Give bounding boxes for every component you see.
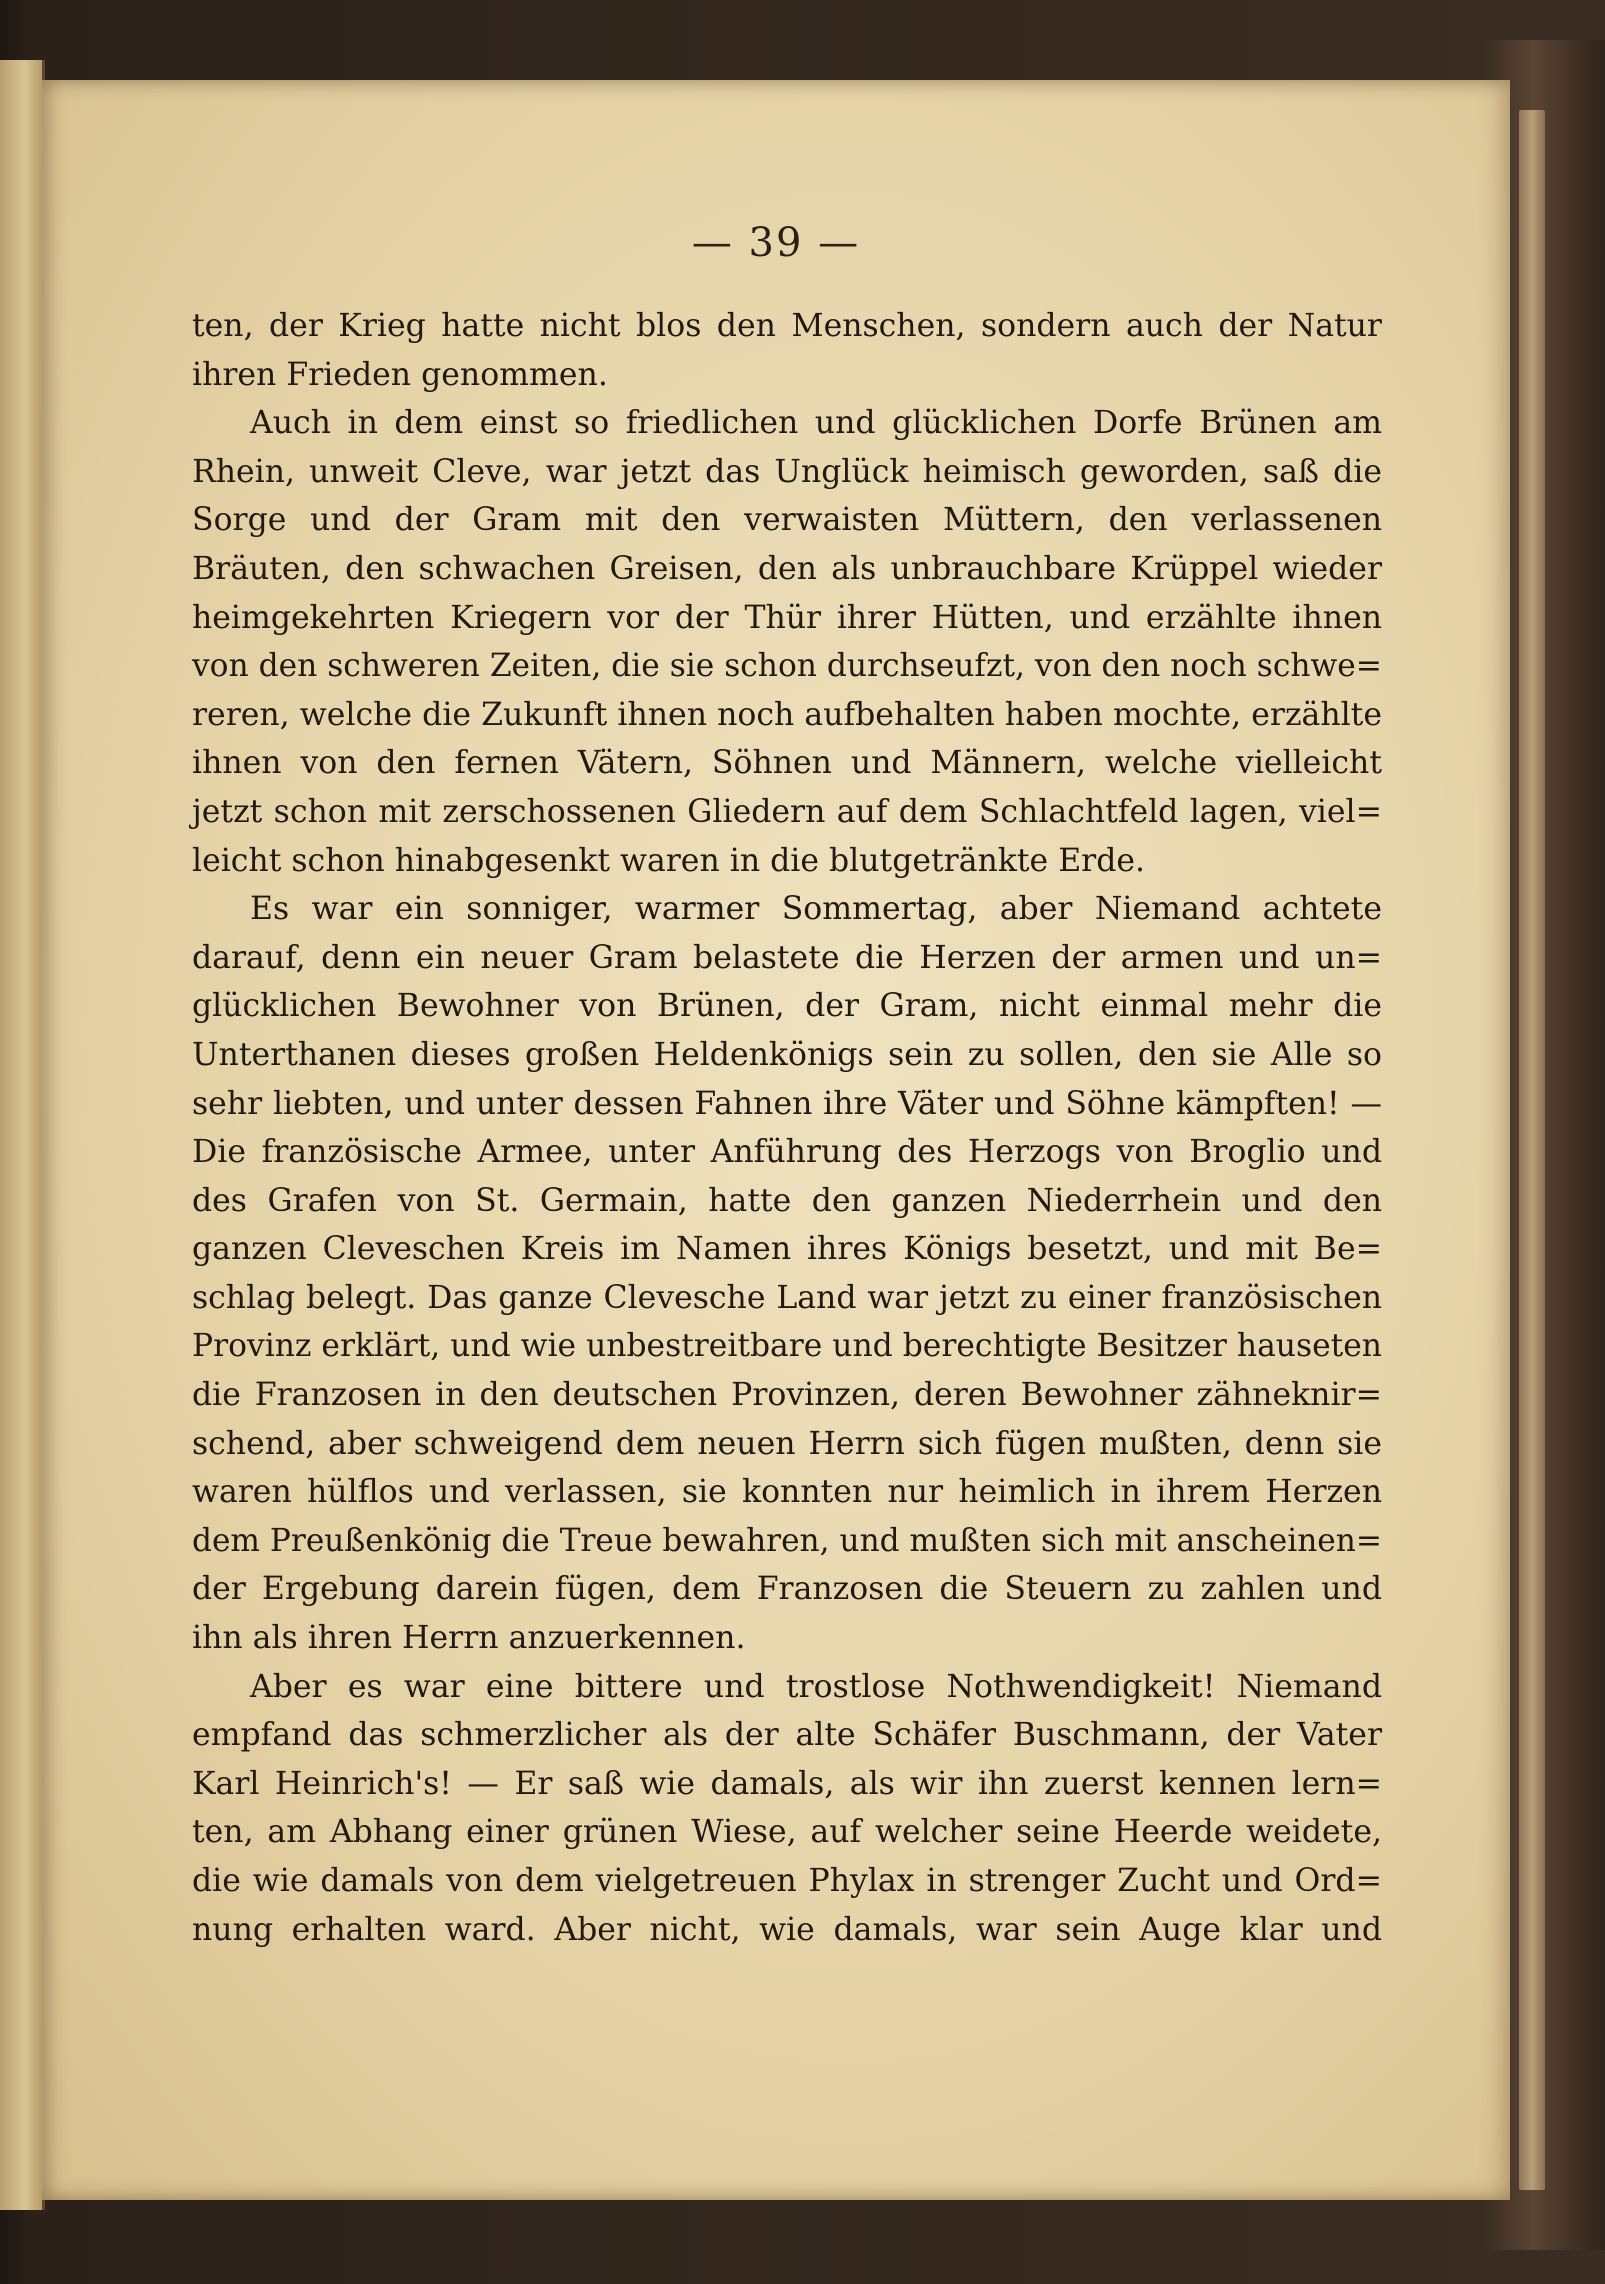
text-line: Unterthanen dieses großen Heldenkönigs sein zu sollen, den sie Alle so [192,1036,1382,1073]
text-line: empfand das schmerzlicher als der alte Schäfer Buschmann, der Vater [192,1717,1382,1754]
paragraph-start-line: Es war ein sonniger, warmer Sommertag, aber Niemand achtete [250,891,1382,928]
text-line: Die französische Armee, unter Anführung des Herzogs von Broglio und [192,1134,1382,1171]
text-line: jetzt schon mit zerschossenen Gliedern auf dem Schlachtfeld lagen, viel= [192,793,1382,830]
text-line: ten, der Krieg hatte nicht blos den Menschen, sondern auch der Natur [192,308,1382,344]
body-text [192,302,1382,1954]
text-line: darauf, denn ein neuer Gram belastete die Herzen der armen und un= [192,939,1382,976]
text-line: reren, welche die Zukunft ihnen noch aufbehalten haben mochte, erzählte [192,696,1382,733]
text-line: waren hülflos und verlassen, sie konnten nur heimlich in ihrem Herzen [192,1474,1382,1511]
text-line: Rhein, unweit Cleve, war jetzt das Unglück heimisch geworden, saß die [192,453,1382,490]
text-line: Karl Heinrich's! — Er saß wie damals, als wir ihn zuerst kennen lern= [192,1765,1382,1802]
text-line: ihn als ihren Herrn anzuerkennen. [192,1620,746,1657]
text-line: der Ergebung darein fügen, dem Franzosen die Steuern zu zahlen und [192,1571,1382,1608]
text-line: von den schweren Zeiten, die sie schon durchseufzt, von den noch schwe= [192,648,1382,685]
text-line: nung erhalten ward. Aber nicht, wie damals, war sein Auge klar und [192,1911,1382,1948]
paragraph-start-line: Auch in dem einst so friedlichen und glücklichen Dorfe Brünen am [250,405,1382,442]
previous-page-edge [0,60,45,2210]
book-page [42,80,1510,2200]
text-line: heimgekehrten Kriegern vor der Thür ihrer Hütten, und erzählte ihnen [192,599,1382,636]
page-number: — 39 — [691,220,861,266]
paragraph-start-line: Aber es war eine bittere und trostlose Nothwendigkeit! Niemand [250,1668,1382,1705]
text-line: dem Preußenkönig die Treue bewahren, und mußten sich mit anscheinen= [192,1522,1382,1559]
text-line: Bräuten, den schwachen Greisen, den als unbrauchbare Krüppel wieder [192,550,1382,587]
text-line: ihren Frieden genommen. [192,356,608,393]
text-line: die Franzosen in den deutschen Provinzen, deren Bewohner zähneknir= [192,1377,1382,1414]
text-line: ganzen Cleveschen Kreis im Namen ihres Königs besetzt, und mit Be= [192,1231,1382,1268]
page-stack-edge [1519,110,1545,2190]
text-line: Provinz erklärt, und wie unbestreitbare und berechtigte Besitzer hauseten [192,1328,1382,1365]
text-line: die wie damals von dem vielgetreuen Phylax in strenger Zucht und Ord= [192,1863,1382,1899]
text-line: sehr liebten, und unter dessen Fahnen ihre Väter und Söhne kämpften! — [192,1085,1382,1122]
text-line: ten, am Abhang einer grünen Wiese, auf welcher seine Heerde weidete, [192,1814,1382,1851]
text-line: schend, aber schweigend dem neuen Herrn sich fügen mußten, denn sie [192,1425,1382,1462]
text-line: ihnen von den fernen Vätern, Söhnen und Männern, welche vielleicht [192,745,1382,782]
text-line: glücklichen Bewohner von Brünen, der Gram, nicht einmal mehr die [192,988,1382,1025]
text-line: Sorge und der Gram mit den verwaisten Müttern, den verlassenen [192,502,1382,539]
text-line: des Grafen von St. Germain, hatte den ganzen Niederrhein und den [192,1182,1382,1219]
text-line: leicht schon hinabgesenkt waren in die blutgetränkte Erde. [192,842,1146,879]
text-line: schlag belegt. Das ganze Clevesche Land war jetzt zu einer französischen [192,1279,1382,1316]
